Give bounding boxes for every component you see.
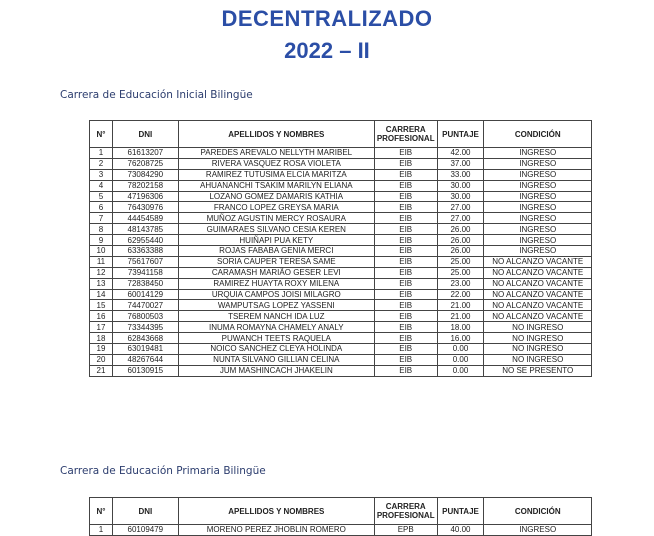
table-row [90,191,592,202]
cell-score: 25.00 [437,256,484,267]
cell-career: EIB [374,213,437,224]
cell-score: 26.00 [437,246,484,257]
header-career: CARRERA PROFESIONAL [374,121,437,148]
cell-dni: 78202158 [112,180,178,191]
cell-name: TSEREM NANCH IDA LUZ [178,311,374,322]
cell-name: URQUIA CAMPOS JOISI MILAGRO [178,289,374,300]
cell-condition: INGRESO [484,246,592,257]
cell-career: EIB [374,148,437,159]
cell-number: 10 [90,246,113,257]
cell-dni: 73084290 [112,169,178,180]
cell-condition: NO ALCANZO VACANTE [484,256,592,267]
cell-condition: INGRESO [484,213,592,224]
table-row [90,148,592,159]
cell-career: EIB [374,365,437,376]
cell-condition: INGRESO [484,224,592,235]
cell-number: 21 [90,365,113,376]
cell-condition: INGRESO [484,235,592,246]
table-row [90,213,592,224]
cell-career: EIB [374,158,437,169]
cell-score: 30.00 [437,191,484,202]
header-condition: CONDICIÓN [484,121,592,148]
cell-career: EIB [374,256,437,267]
cell-career: EIB [374,267,437,278]
cell-name: FRANCO LOPEZ GREYSA MARIA [178,202,374,213]
table-header-row [90,121,592,148]
cell-name: MORENO PEREZ JHOBLIN ROMERO [178,525,374,536]
cell-number: 5 [90,191,113,202]
cell-name: PAREDES AREVALO NELLYTH MARIBEL [178,148,374,159]
cell-condition: INGRESO [484,158,592,169]
cell-name: RAMIREZ TUTUSIMA ELCIA MARITZA [178,169,374,180]
cell-number: 20 [90,354,113,365]
cell-career: EIB [374,344,437,355]
cell-score: 33.00 [437,169,484,180]
cell-condition: INGRESO [484,180,592,191]
page-title: DECENTRALIZADO [221,6,433,31]
cell-dni: 76800503 [112,311,178,322]
cell-condition: INGRESO [484,202,592,213]
cell-career: EPB [374,525,437,536]
table-row [90,180,592,191]
cell-score: 21.00 [437,311,484,322]
cell-dni: 47196306 [112,191,178,202]
cell-name: CARAMASH MARIÃO GESER LEVI [178,267,374,278]
cell-condition: NO ALCANZO VACANTE [484,311,592,322]
cell-condition: NO INGRESO [484,333,592,344]
cell-name: HUIÑAPI PUA KETY [178,235,374,246]
cell-number: 9 [90,235,113,246]
cell-career: EIB [374,311,437,322]
table-row [90,278,592,289]
cell-dni: 73941158 [112,267,178,278]
cell-score: 0.00 [437,365,484,376]
cell-name: PUWANCH TEETS RAQUELA [178,333,374,344]
header-dni: DNI [112,121,178,148]
cell-dni: 76208725 [112,158,178,169]
cell-dni: 61613207 [112,148,178,159]
table-row [90,169,592,180]
cell-name: ROJAS FABABA GENIA MERCI [178,246,374,257]
cell-score: 21.00 [437,300,484,311]
cell-name: MUÑOZ AGUSTIN MERCY ROSAURA [178,213,374,224]
cell-number: 4 [90,180,113,191]
cell-dni: 60014129 [112,289,178,300]
cell-dni: 63019481 [112,344,178,355]
page-subtitle: 2022 – II [284,38,370,63]
cell-name: WAMPUTSAG LOPEZ YASSENI [178,300,374,311]
header-score: PUNTAJE [437,498,484,525]
cell-score: 30.00 [437,180,484,191]
cell-name: NUNTA SILVANO GILLIAN CELINA [178,354,374,365]
cell-dni: 72838450 [112,278,178,289]
cell-condition: INGRESO [484,169,592,180]
table-row [90,300,592,311]
cell-career: EIB [374,278,437,289]
header-name: APELLIDOS Y NOMBRES [178,498,374,525]
cell-career: EIB [374,202,437,213]
results-table-primaria [89,497,592,536]
cell-condition: NO INGRESO [484,322,592,333]
cell-score: 16.00 [437,333,484,344]
cell-dni: 74470027 [112,300,178,311]
cell-name: JUM MASHINCACH JHAKELIN [178,365,374,376]
table-row [90,344,592,355]
cell-dni: 62955440 [112,235,178,246]
cell-score: 18.00 [437,322,484,333]
cell-number: 12 [90,267,113,278]
cell-number: 3 [90,169,113,180]
table-row [90,202,592,213]
header-dni: DNI [112,498,178,525]
cell-condition: NO ALCANZO VACANTE [484,300,592,311]
cell-career: EIB [374,191,437,202]
cell-dni: 60130915 [112,365,178,376]
results-table-inicial [89,120,592,377]
cell-dni: 76430976 [112,202,178,213]
cell-score: 37.00 [437,158,484,169]
cell-dni: 48267644 [112,354,178,365]
cell-name: GUIMARAES SILVANO CESIA KEREN [178,224,374,235]
table-row [90,256,592,267]
cell-number: 6 [90,202,113,213]
cell-career: EIB [374,224,437,235]
cell-condition: NO ALCANZO VACANTE [484,278,592,289]
cell-number: 1 [90,525,113,536]
table-row [90,289,592,300]
cell-score: 26.00 [437,235,484,246]
cell-score: 27.00 [437,202,484,213]
cell-dni: 75617607 [112,256,178,267]
cell-score: 25.00 [437,267,484,278]
cell-name: INUMA ROMAYNA CHAMELY ANALY [178,322,374,333]
cell-career: EIB [374,246,437,257]
table-row [90,333,592,344]
table-row [90,525,592,536]
cell-number: 18 [90,333,113,344]
cell-condition: NO ALCANZO VACANTE [484,267,592,278]
cell-name: RIVERA VASQUEZ ROSA VIOLETA [178,158,374,169]
cell-career: EIB [374,300,437,311]
cell-condition: NO ALCANZO VACANTE [484,289,592,300]
cell-name: RAMIREZ HUAYTA ROXY MILENA [178,278,374,289]
cell-condition: INGRESO [484,148,592,159]
cell-dni: 60109479 [112,525,178,536]
table-row [90,235,592,246]
cell-career: EIB [374,289,437,300]
cell-career: EIB [374,322,437,333]
table-row [90,267,592,278]
cell-dni: 44454589 [112,213,178,224]
cell-career: EIB [374,354,437,365]
cell-career: EIB [374,333,437,344]
cell-number: 1 [90,148,113,159]
cell-condition: NO INGRESO [484,344,592,355]
cell-score: 23.00 [437,278,484,289]
cell-condition: NO INGRESO [484,354,592,365]
cell-score: 26.00 [437,224,484,235]
cell-name: SORIA CAUPER TERESA SAME [178,256,374,267]
section-heading-inicial: Carrera de Educación Inicial Bilingüe [60,89,253,101]
cell-score: 22.00 [437,289,484,300]
cell-number: 11 [90,256,113,267]
cell-career: EIB [374,169,437,180]
cell-number: 2 [90,158,113,169]
cell-condition: INGRESO [484,191,592,202]
cell-number: 17 [90,322,113,333]
cell-dni: 48143785 [112,224,178,235]
table-row [90,224,592,235]
cell-career: EIB [374,235,437,246]
header-score: PUNTAJE [437,121,484,148]
section-heading-primaria: Carrera de Educación Primaria Bilingüe [60,465,266,477]
cell-dni: 73344395 [112,322,178,333]
cell-score: 0.00 [437,344,484,355]
cell-condition: NO SE PRESENTO [484,365,592,376]
cell-score: 42.00 [437,148,484,159]
cell-career: EIB [374,180,437,191]
cell-number: 15 [90,300,113,311]
table-row [90,322,592,333]
cell-number: 19 [90,344,113,355]
cell-number: 8 [90,224,113,235]
header-condition: CONDICIÓN [484,498,592,525]
cell-dni: 62843668 [112,333,178,344]
header-career: CARRERA PROFESIONAL [374,498,437,525]
cell-name: NOICO SANCHEZ CLEYA HOLINDA [178,344,374,355]
header-number: N° [90,121,113,148]
cell-name: AHUANANCHI TSAKIM MARILYN ELIANA [178,180,374,191]
table-row [90,354,592,365]
table-row [90,311,592,322]
cell-number: 16 [90,311,113,322]
table-row [90,365,592,376]
cell-number: 7 [90,213,113,224]
cell-score: 27.00 [437,213,484,224]
cell-dni: 63363388 [112,246,178,257]
cell-score: 0.00 [437,354,484,365]
cell-name: LOZANO GOMEZ DAMARIS KATHIA [178,191,374,202]
cell-number: 14 [90,289,113,300]
table-header-row [90,498,592,525]
cell-score: 40.00 [437,525,484,536]
cell-number: 13 [90,278,113,289]
cell-condition: INGRESO [484,525,592,536]
header-number: N° [90,498,113,525]
header-name: APELLIDOS Y NOMBRES [178,121,374,148]
table-row [90,158,592,169]
table-row [90,246,592,257]
